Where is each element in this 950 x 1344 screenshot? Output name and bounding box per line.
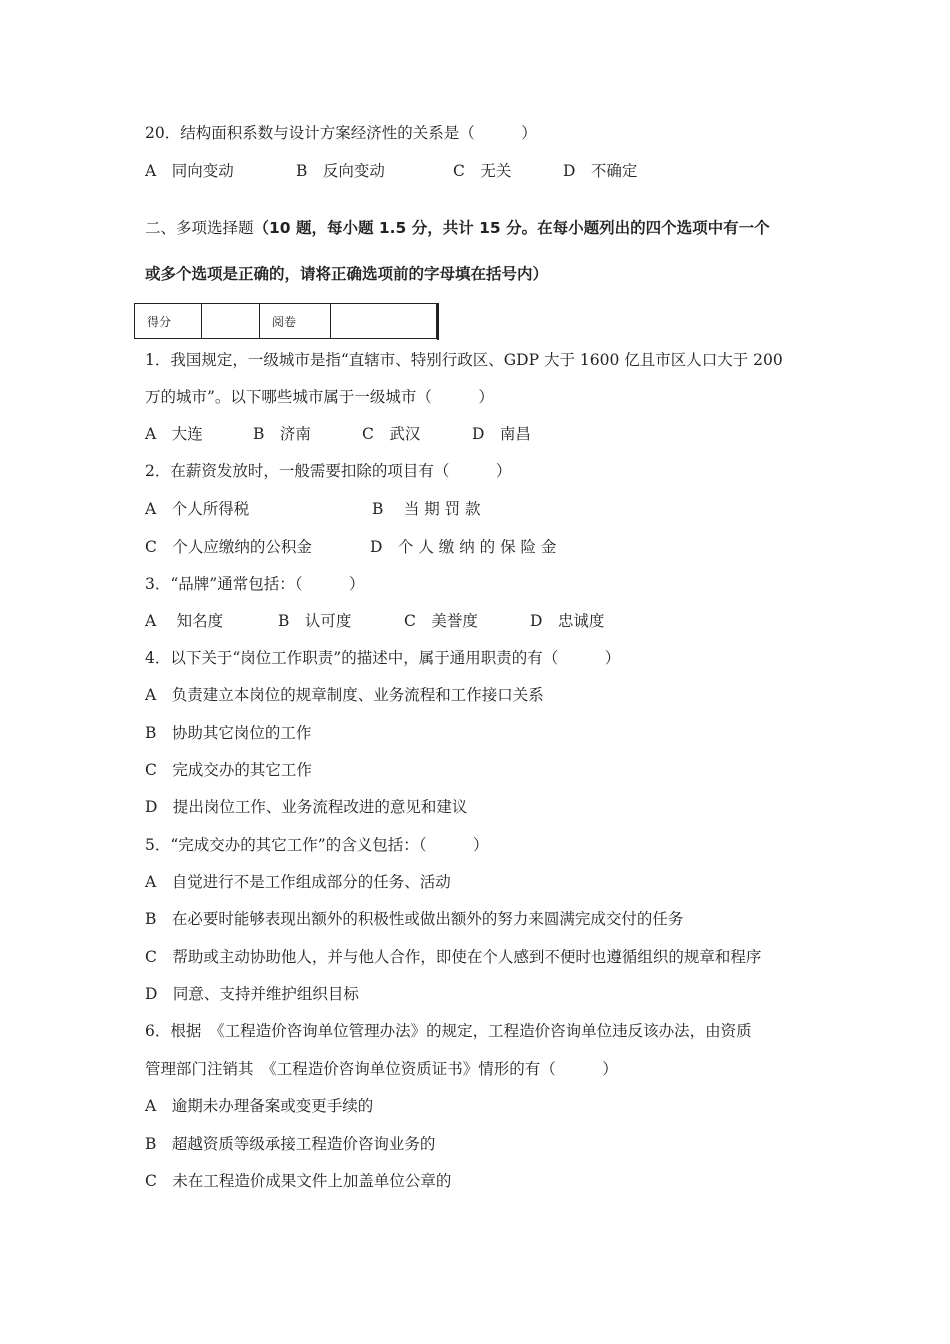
question-4-option-b: B 协助其它岗位的工作	[145, 724, 312, 742]
review-label: 阅卷	[260, 304, 331, 339]
question-1-line-1: 1．我国规定，一级城市是指“直辖市、特别行政区、GDP 大于 1600 亿且市区人口大于 200	[145, 351, 783, 369]
section-2-prefix: 二、多项选择题	[145, 219, 254, 237]
question-20-option-c: C 无关	[453, 162, 512, 180]
question-6-option-a: A 逾期未办理备案或变更手续的	[145, 1097, 374, 1115]
score-table	[134, 303, 437, 339]
question-4-stem: 4．以下关于“岗位工作职责”的描述中，属于通用职责的有（ ）	[145, 649, 621, 667]
question-5-option-c: C 帮助或主动协助他人，并与他人合作，即使在个人感到不便时也遵循组织的规章和程序	[145, 948, 762, 966]
question-1-line-2: 万的城市”。以下哪些城市属于一级城市（ ）	[145, 388, 494, 406]
question-4-option-a: A 负责建立本岗位的规章制度、业务流程和工作接口关系	[145, 686, 544, 704]
score-table-border	[437, 303, 439, 340]
question-5-stem: 5．“完成交办的其它工作”的含义包括：（ ）	[145, 836, 489, 854]
question-5-option-b: B 在必要时能够表现出额外的积极性或做出额外的努力来圆满完成交付的任务	[145, 910, 684, 928]
question-3-option-d: D 忠诚度	[530, 612, 605, 630]
section-2-instructions-2: 或多个选项是正确的，请将正确选项前的字母填在括号内）	[145, 265, 549, 283]
question-6-line-2: 管理部门注销其 《工程造价咨询单位资质证书》情形的有（ ）	[145, 1060, 618, 1078]
question-2-option-b: B 当 期 罚 款	[372, 500, 481, 518]
score-label: 得分	[135, 304, 202, 339]
question-6-option-b: B 超越资质等级承接工程造价咨询业务的	[145, 1135, 436, 1153]
question-6-option-c: C 未在工程造价成果文件上加盖单位公章的	[145, 1172, 452, 1190]
section-2-heading	[145, 218, 770, 238]
question-1-option-a: A 大连	[145, 425, 203, 443]
question-4-option-d: D 提出岗位工作、业务流程改进的意见和建议	[145, 798, 468, 816]
question-3-option-c: C 美誉度	[404, 612, 478, 630]
question-20-option-d: D 不确定	[563, 162, 638, 180]
section-2-instructions-1: （10 题，每小题 1.5 分，共计 15 分。在每小题列出的四个选项中有一个	[253, 219, 770, 237]
question-4-option-c: C 完成交办的其它工作	[145, 761, 312, 779]
question-2-stem: 2．在薪资发放时，一般需要扣除的项目有（ ）	[145, 462, 512, 480]
question-20-stem: 20．结构面积系数与设计方案经济性的关系是（ ）	[145, 124, 537, 142]
question-3-option-b: B 认可度	[278, 612, 352, 630]
question-3-stem: 3．“品牌”通常包括：（ ）	[145, 575, 365, 593]
question-20-option-a: A 同向变动	[145, 162, 234, 180]
question-2-option-d: D 个 人 缴 纳 的 保 险 金	[370, 538, 557, 556]
question-1-option-b: B 济南	[253, 425, 311, 443]
score-cell	[202, 304, 260, 339]
question-1-option-c: C 武汉	[362, 425, 421, 443]
question-20-option-b: B 反向变动	[296, 162, 385, 180]
review-cell	[331, 304, 437, 339]
question-2-option-a: A 个人所得税	[145, 500, 250, 518]
question-3-option-a: A 知名度	[145, 612, 224, 630]
question-2-option-c: C 个人应缴纳的公积金	[145, 538, 312, 556]
question-5-option-d: D 同意、支持并维护组织目标	[145, 985, 359, 1003]
question-6-line-1: 6．根据 《工程造价咨询单位管理办法》的规定，工程造价咨询单位违反该办法，由资质	[145, 1022, 752, 1040]
question-5-option-a: A 自觉进行不是工作组成部分的任务、活动	[145, 873, 451, 891]
question-1-option-d: D 南昌	[472, 425, 531, 443]
